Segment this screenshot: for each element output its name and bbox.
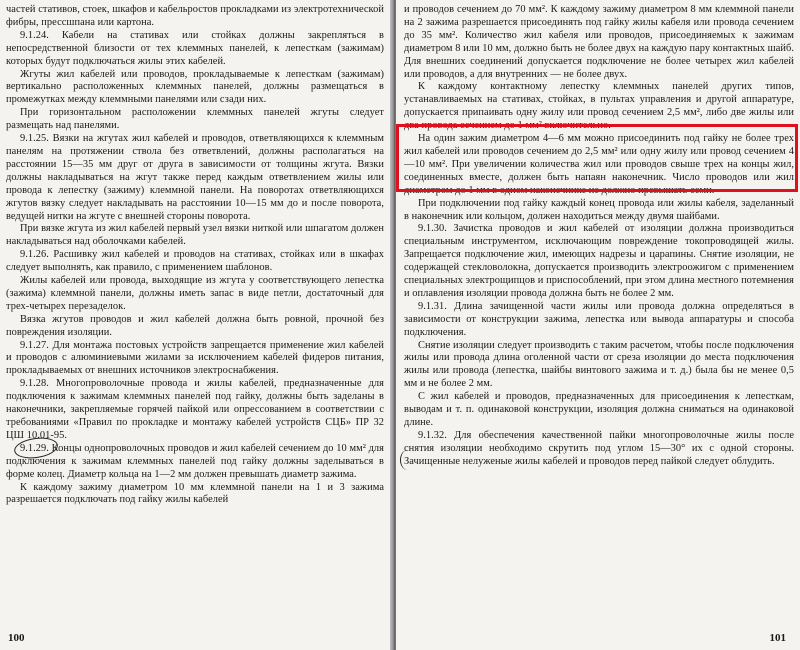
paragraph: 9.1.26. Расшивку жил кабелей и проводов на стативах, стойках или в шкафах следует выполнять, как правило, с применением шаблонов.: [6, 249, 384, 274]
paragraph: 9.1.28. Многопроволочные провода и жилы кабелей, предназначенные для подключения к зажимам клеммных панелей под гайку, должны быть заделаны в наконечники, закрепляемые горячей пайкой или опрессованием в соответствии с требованиями «Правил по прокладке и монтажу кабелей устройств СЦБ» ПР 32 ЦШ 10.01-95.: [6, 378, 384, 441]
paragraph: Жилы кабелей или провода, выходящие из жгута у соответствующего лепестка (зажима) клеммной панели, должны иметь запас в виде петли, достаточный для трех-четырех перезаделок.: [6, 275, 384, 312]
left-page: [0, 0, 392, 650]
paragraph: К каждому контактному лепестку клеммных панелей других типов, устанавливаемых на стативах, стойках, в пультах управления и другой аппаратуре, допускается припаивать одну жилу или провод сечением 2,5 мм², либо две жилы или два провода сечением до 1 мм² включительно.: [404, 81, 794, 132]
paragraph: 9.1.24. Кабели на стативах или стойках должны закрепляться в непосредственной близости от тех клеммных панелей, к лепесткам (зажимам) которых будут подключаться жилы этих кабелей.: [6, 29, 384, 67]
paragraph: 9.1.32. Для обеспечения качественной пайки многопроволочные жилы после снятия изоляции необходимо скрутить под углом 15—30° их с одной стороны. Зачищенные нелуженые жилы кабелей и проводов перед пайкой следует облудить.: [404, 429, 794, 467]
paragraph: 9.1.27. Для монтажа постовых устройств запрещается применение жил кабелей и проводов с алюминиевыми жилами за исключением кабелей фидеров питания, прокладываемых от внешних источников электроснабжения.: [6, 339, 384, 377]
paragraph: 9.1.29. Концы однопроволочных проводов и жил кабелей сечением до 10 мм² для подключения к зажимам клеммных панелей под гайку должны заделываться в форме колец. Диаметр кольца на 1—2 мм должен превышать диаметр зажима.: [6, 442, 384, 480]
paragraph: При вязке жгута из жил кабелей первый узел вязки ниткой или шпагатом должен накладываться над оболочками кабелей.: [6, 223, 384, 248]
paragraph: 9.1.30. Зачистка проводов и жил кабелей от изоляции должна производиться специальным инструментом, исключающим повреждение токопроводящей жилы. Запрещается подключение жил, имеющих надрезы и царапины. Снятие изоляции, не содержащей стекловолокна, допускается производить электроожигом с применением специальных электрощипцов и приспособлений, при этом длина местного потемнения и оплавления изоляции провода должна быть не более 2 мм.: [404, 223, 794, 299]
right-page-number: 101: [769, 632, 786, 644]
left-page-body: [6, 4, 384, 507]
paragraph: Вязка жгутов проводов и жил кабелей должна быть ровной, прочной без повреждения изоляции.: [6, 313, 384, 338]
right-page: [396, 0, 800, 650]
paragraph: При подключении под гайку каждый конец провода или жилы кабеля, заделанный в наконечник или кольцом, должен находиться между двумя шайбами.: [404, 197, 794, 222]
paragraph: Жгуты жил кабелей или проводов, прокладываемые к лепесткам (зажимам) вертикально расположенных клеммных панелей, должны размещаться в промежутках между клеммными панелями или сзади них.: [6, 68, 384, 106]
paragraph: 9.1.31. Длина зачищенной части жилы или провода должна определяться в зависимости от конструкции зажима, лепестка или вывода аппаратуры и способа подключения.: [404, 300, 794, 338]
paragraph: С жил кабелей и проводов, предназначенных для присоединения к лепесткам, выводам и т. п. одинаковой конструкции, изоляция должна сниматься на одинаковой длине.: [404, 391, 794, 428]
paragraph: При горизонтальном расположении клеммных панелей жгуты следует размещать над панелями.: [6, 107, 384, 132]
paragraph: 9.1.25. Вязки на жгутах жил кабелей и проводов, ответвляющихся к клеммным панелям на протяжении ствола без ответвлений, должны располагаться на расстоянии 15—35 мм друг от друга в зависимости от толщины жгута. Вязки должны накладываться на жгут также перед каждым ответвлением жилы или провода к лепестку (зажиму) клеммной панели. На поворотах ответвляющихся жгутов вязку следует накладывать на расстоянии 10—15 мм до и после поворота, ведущей нитки на жгуте с внешней стороны поворота.: [6, 133, 384, 222]
paragraph: На один зажим диаметром 4—6 мм можно присоединить под гайку не более трех жил кабелей или проводов сечением до 2,5 мм² или одну жилу или провод сечением 4—10 мм². При увеличении количества жил или проводов свыше трех на концы жил, соединенных вместе, должен быть напаян наконечник. Число проводов или жил диаметром до 1 мм в одном наконечнике не должно превышать семи.: [404, 133, 794, 196]
paragraph: частей стативов, стоек, шкафов и кабельростов прокладками из электротехнической фибры, прессшпана или картона.: [6, 4, 384, 28]
right-page-body: [404, 4, 794, 469]
paragraph: Снятие изоляции следует производить с таким расчетом, чтобы после подключения жилы или провода длина оголенной части от среза изоляции до места подключения жилы или провода (лепестка, шайбы винтового зажима и т. д.) была бы не менее 0,5 мм и не более 2 мм.: [404, 339, 794, 390]
paragraph: и проводов сечением до 70 мм². К каждому зажиму диаметром 8 мм клеммной панели на 2 зажима разрешается присоединять под гайку жилы кабеля или провода сечением до 35 мм². Количество жил кабеля или проводов, присоединяемых к зажимам диаметром 8 или 10 мм, должно быть не более двух на каждую пару контактных шайб. Для внешних соединений допускается подключение не более четырех жил кабелей или проводов, а для внутренних — не более двух.: [404, 4, 794, 80]
left-page-number: 100: [8, 632, 25, 644]
paragraph: К каждому зажиму диаметром 10 мм клеммной панели на 1 и 3 зажима разрешается подключать под гайку жилы кабелей: [6, 481, 384, 506]
